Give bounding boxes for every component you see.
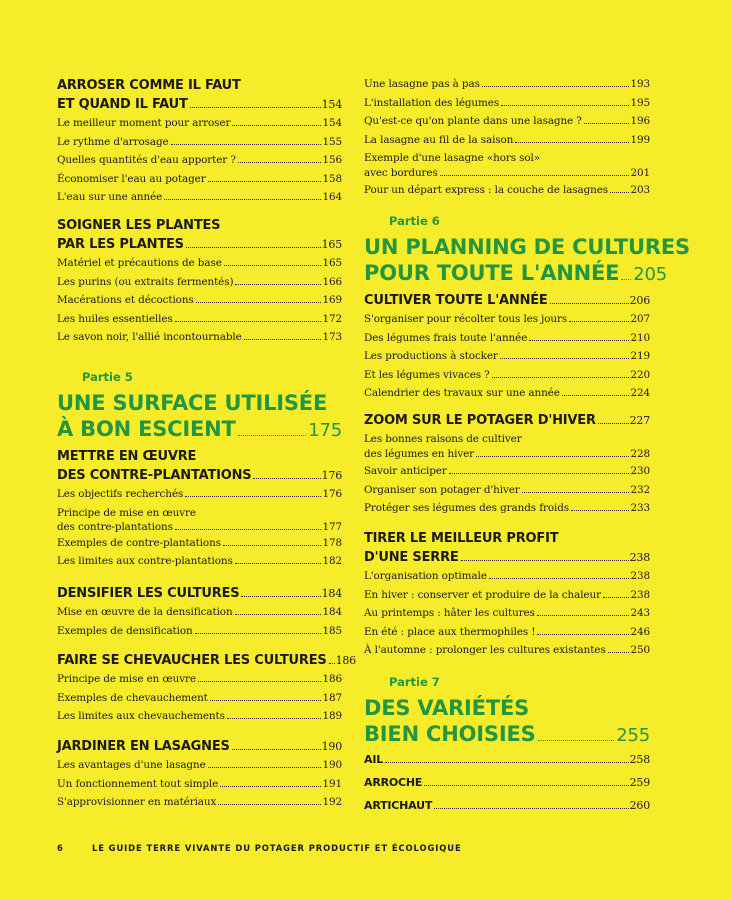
toc-entry[interactable]: Les limites aux contre-plantations 182: [57, 555, 342, 567]
variety-entry[interactable]: AIL 258: [364, 753, 650, 766]
toc-entry[interactable]: Savoir anticiper 230: [364, 465, 650, 477]
section-cultiver: [364, 291, 650, 403]
section-chevaucher: [57, 651, 356, 726]
chapter-title-text: ET QUAND IL FAUT: [57, 97, 188, 112]
part-title-line: UNE SURFACE UTILISÉE: [57, 391, 328, 415]
toc-entry[interactable]: S'approvisionner en matériaux 192: [57, 796, 342, 808]
section-densifier: [57, 584, 342, 640]
toc-entry[interactable]: Exemples de chevauchement 187: [57, 691, 342, 704]
part-title[interactable]: [364, 234, 690, 288]
toc-entry[interactable]: Quelles quantités d'eau apporter ? 156: [57, 154, 342, 166]
toc-entry[interactable]: Les limites aux chevauchements 189: [57, 710, 342, 722]
toc-entry[interactable]: L'installation des légumes 195: [364, 96, 650, 109]
leader-dots: [621, 279, 631, 280]
toc-entry[interactable]: L'eau sur une année 164: [57, 191, 342, 203]
page-number: 205: [633, 264, 668, 285]
chapter-title-line[interactable]: FAIRE SE CHEVAUCHER LES CULTURES 186: [57, 653, 356, 668]
section-contre-plantations: [57, 447, 342, 571]
toc-entry[interactable]: Un fonctionnement tout simple 191: [57, 777, 342, 790]
toc-entry[interactable]: Les productions à stocker 219: [364, 350, 650, 362]
toc-entry[interactable]: Les avantages d'une lasagne 190: [57, 759, 342, 771]
leader-dots: [238, 435, 307, 436]
variety-entry[interactable]: ARROCHE 259: [364, 776, 650, 789]
section-lasagnes-continued: [364, 75, 650, 200]
part-7-heading: [364, 675, 650, 749]
toc-entry[interactable]: Au printemps : hâter les cultures 243: [364, 607, 650, 619]
toc-entry[interactable]: Économiser l'eau au potager 158: [57, 172, 342, 185]
page-number: 154: [321, 98, 342, 111]
toc-entry[interactable]: L'organisation optimale 238: [364, 570, 650, 582]
toc-entry[interactable]: En hiver : conserver et produire de la chaleur 238: [364, 588, 650, 601]
part-label: Partie 5: [82, 370, 133, 384]
toc-entry[interactable]: Protéger ses légumes des grands froids 233: [364, 502, 650, 514]
toc-entry[interactable]: Qu'est-ce qu'on plante dans une lasagne ? 196: [364, 115, 650, 127]
chapter-title-line[interactable]: [57, 95, 342, 114]
part-label: Partie 6: [389, 214, 440, 228]
footer-book-title: LE GUIDE TERRE VIVANTE DU POTAGER PRODUCTIF ET ÉCOLOGIQUE: [92, 843, 462, 853]
part-title[interactable]: [57, 390, 342, 444]
toc-entry[interactable]: S'organiser pour récolter tous les jours 207: [364, 313, 650, 325]
section-arroser: [57, 76, 342, 207]
part-title-line: À BON ESCIENT: [57, 417, 236, 441]
footer-page-number: 6: [57, 843, 64, 853]
chapter-title[interactable]: TIRER LE MEILLEUR PROFIT: [364, 531, 559, 546]
toc-entry[interactable]: Les huiles essentielles 172: [57, 312, 342, 325]
part-title[interactable]: [364, 695, 650, 749]
toc-entry[interactable]: En été : place aux thermophiles ! 246: [364, 625, 650, 638]
leader-dots: [190, 107, 321, 108]
chapter-title-line[interactable]: JARDINER EN LASAGNES 190: [57, 739, 342, 754]
toc-entry[interactable]: Des légumes frais toute l'année 210: [364, 331, 650, 344]
page-number: 175: [308, 420, 342, 441]
part-title-line: UN PLANNING DE CULTURES: [364, 235, 690, 259]
section-lasagnes: [57, 737, 342, 812]
toc-entry[interactable]: Le rythme d'arrosage 155: [57, 135, 342, 148]
chapter-title-line[interactable]: DENSIFIER LES CULTURES 184: [57, 586, 342, 601]
toc-entry[interactable]: Matériel et précautions de base 165: [57, 257, 342, 269]
section-soigner: [57, 216, 342, 347]
part-6-heading: [364, 214, 690, 288]
toc-entry[interactable]: Le meilleur moment pour arroser 154: [57, 117, 342, 129]
chapter-title[interactable]: ARROSER COMME IL FAUT: [57, 78, 241, 93]
toc-entry[interactable]: Pour un départ express : la couche de lasagnes 203: [364, 184, 650, 196]
toc-entry[interactable]: Exemples de densification 185: [57, 624, 342, 637]
toc-entry-multiline[interactable]: Principe de mise en œuvre des contre-plantations 177: [57, 506, 342, 533]
section-serre: [364, 529, 650, 660]
part-title-line: DES VARIÉTÉS: [364, 696, 530, 720]
chapter-title-line[interactable]: ZOOM SUR LE POTAGER D'HIVER 227: [364, 413, 650, 428]
section-potager-hiver: [364, 411, 650, 518]
part-title-line: POUR TOUTE L'ANNÉE: [364, 261, 620, 285]
toc-entry[interactable]: Mise en œuvre de la densification 184: [57, 606, 342, 618]
toc-entry-multiline[interactable]: Les bonnes raisons de cultiver des légumes en hiver 228: [364, 433, 650, 460]
chapter-title-line[interactable]: DES CONTRE-PLANTATIONS 176: [57, 468, 342, 483]
chapter-title[interactable]: METTRE EN ŒUVRE: [57, 449, 197, 464]
toc-entry-multiline[interactable]: Exemple d'une lasagne «hors sol» avec bordures 201: [364, 152, 650, 179]
leader-dots: [538, 740, 615, 741]
toc-entry[interactable]: Les purins (ou extraits fermentés) 166: [57, 275, 342, 288]
chapter-title-line[interactable]: PAR LES PLANTES 165: [57, 237, 342, 252]
variety-entry[interactable]: ARTICHAUT 260: [364, 799, 650, 812]
toc-entry[interactable]: Le savon noir, l'allié incontournable 173: [57, 331, 342, 343]
part-label: Partie 7: [389, 675, 440, 689]
section-varietes: [364, 748, 650, 817]
page-number: 255: [616, 725, 650, 746]
page-footer: [57, 843, 657, 853]
toc-entry[interactable]: Principe de mise en œuvre 186: [57, 673, 342, 685]
chapter-title-line[interactable]: D'UNE SERRE 238: [364, 550, 650, 565]
part-5-heading: [57, 370, 342, 444]
toc-entry[interactable]: À l'automne : prolonger les cultures existantes 250: [364, 644, 650, 656]
toc-entry[interactable]: Exemples de contre-plantations 178: [57, 536, 342, 549]
toc-entry[interactable]: Les objectifs recherchés 176: [57, 488, 342, 500]
toc-entry[interactable]: Une lasagne pas à pas 193: [364, 78, 650, 90]
toc-entry[interactable]: Macérations et décoctions 169: [57, 294, 342, 306]
chapter-title-line[interactable]: CULTIVER TOUTE L'ANNÉE 206: [364, 293, 650, 308]
part-title-line: BIEN CHOISIES: [364, 722, 536, 746]
toc-entry[interactable]: Calendrier des travaux sur une année 224: [364, 387, 650, 399]
toc-entry[interactable]: La lasagne au fil de la saison 199: [364, 133, 650, 146]
chapter-title[interactable]: SOIGNER LES PLANTES: [57, 218, 221, 233]
toc-entry[interactable]: Et les légumes vivaces ? 220: [364, 368, 650, 381]
toc-entry[interactable]: Organiser son potager d'hiver 232: [364, 483, 650, 496]
